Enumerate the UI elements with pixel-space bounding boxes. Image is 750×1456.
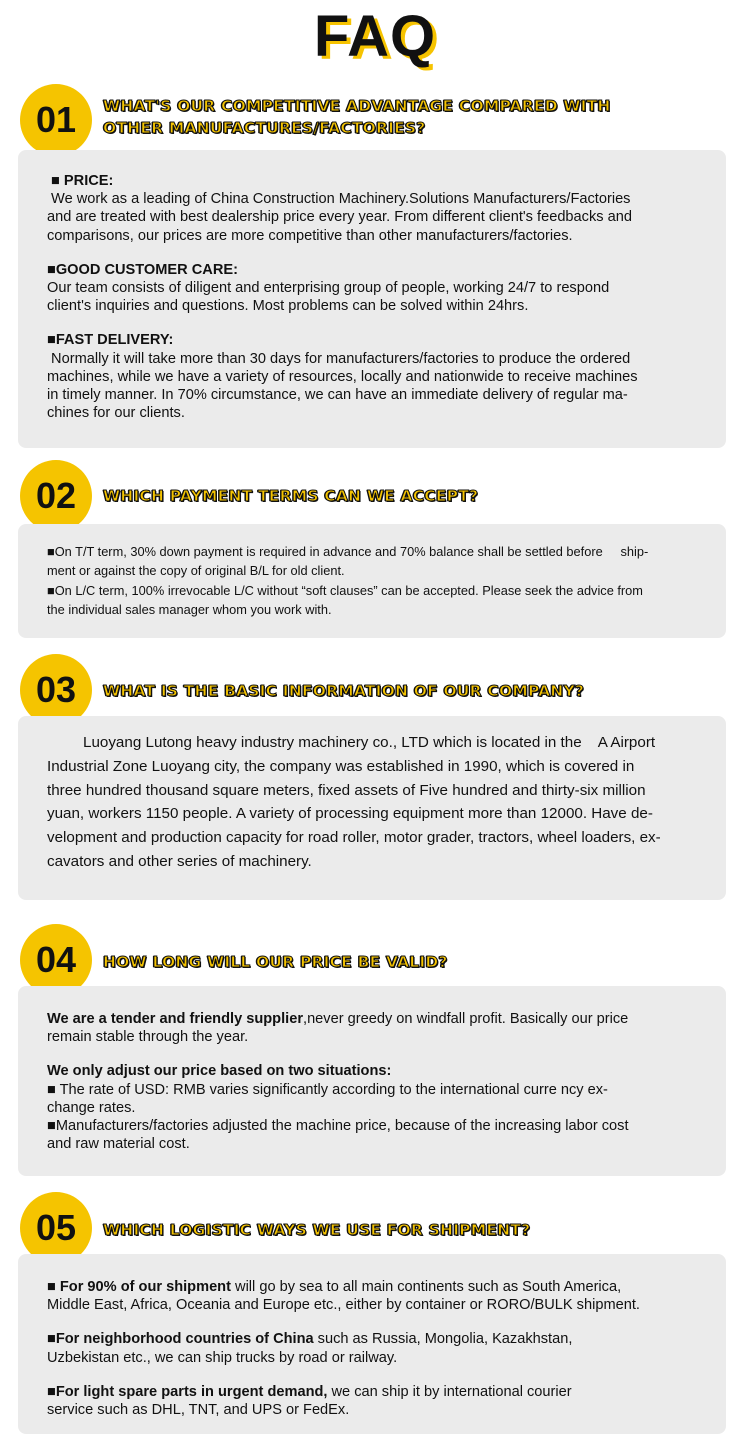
faq-question: WHICH PAYMENT TERMS CAN WE ACCEPT? [103, 487, 479, 505]
answer-line: yuan, workers 1150 people. A variety of processing equipment more than 12000. Have de- [47, 805, 653, 823]
answer-line: comparisons, our prices are more competitive than other manufacturers/factories. [47, 227, 573, 244]
faq-question-line: OTHER MANUFACTURES/FACTORIES? [103, 119, 426, 137]
answer-bold-lead: ■For light spare parts in urgent demand, [47, 1383, 328, 1400]
answer-line: velopment and production capacity for road roller, motor grader, tractors, wheel loaders, ex- [47, 829, 661, 847]
faq-number-badge: 02 [20, 460, 92, 532]
answer-line: ■ The rate of USD: RMB varies significantly according to the international curre ncy ex- [47, 1081, 608, 1098]
answer-line: ment or against the copy of original B/L for old client. [47, 563, 345, 579]
answer-bold-lead: We are a tender and friendly supplier [47, 1011, 304, 1027]
answer-heading-care: ■GOOD CUSTOMER CARE: [47, 261, 238, 278]
answer-bold-lead: ■ For 90% of our shipment [47, 1279, 231, 1295]
faq-number-badge: 01 [20, 84, 92, 156]
answer-line [47, 1383, 706, 1401]
answer-bold-lead: ■For neighborhood countries of China [47, 1331, 314, 1348]
faq-question: HOW LONG WILL OUR PRICE BE VALID? [103, 953, 448, 971]
answer-line: Our team consists of diligent and enterprising group of people, working 24/7 to respond [47, 280, 610, 297]
answer-line [47, 1330, 706, 1348]
answer-line: three hundred thousand square meters, fixed assets of Five hundred and thirty-six million [47, 781, 646, 799]
answer-line: remain stable through the year. [47, 1029, 249, 1046]
answer-line: the individual sales manager whom you work with. [47, 601, 332, 617]
faq-answer-card [18, 1254, 726, 1434]
answer-line: change rates. [47, 1099, 136, 1116]
faq-answer-card [18, 986, 726, 1176]
answer-line: Luoyang Lutong heavy industry machinery co., LTD which is located in the A Airport [83, 734, 656, 751]
faq-section-05 [0, 1190, 750, 1456]
answer-line: We work as a leading of China Construction Machinery.Solutions Manufacturers/Factories [47, 191, 631, 208]
answer-text: such as Russia, Mongolia, Kazakhstan, [313, 1331, 573, 1348]
faq-question [103, 95, 611, 139]
answer-line: in timely manner. In 70% circumstance, we can have an immediate delivery of regular ma- [47, 387, 628, 404]
faq-section-03 [0, 652, 750, 907]
answer-line: Normally it will take more than 30 days for manufacturers/factories to produce the ordered [47, 350, 631, 367]
answer-line: machines, while we have a variety of resources, locally and nationwide to receive machines [47, 368, 638, 385]
answer-text: ,never greedy on windfall profit. Basically our price [303, 1011, 629, 1027]
answer-text: we can ship it by international courier [327, 1383, 572, 1400]
answer-line: ■On L/C term, 100% irrevocable L/C without “soft clauses” can be accepted. Please seek the advice from [47, 582, 643, 598]
faq-answer-card [18, 524, 726, 638]
answer-line: Uzbekistan etc., we can ship trucks by road or railway. [47, 1349, 398, 1366]
answer-line: cavators and other series of machinery. [47, 852, 312, 870]
answer-line: client's inquiries and questions. Most problems can be solved within 24hrs. [47, 298, 529, 315]
faq-answer-card [18, 716, 726, 900]
answer-line [47, 1278, 706, 1296]
faq-section-04 [0, 922, 750, 1182]
answer-line: chines for our clients. [47, 405, 185, 422]
faq-question-line: WHAT'S OUR COMPETITIVE ADVANTAGE COMPARED WITH [103, 97, 611, 115]
answer-line: service such as DHL, TNT, and UPS or FedEx. [47, 1402, 350, 1419]
faq-answer-card [18, 150, 726, 448]
answer-line: ■Manufacturers/factories adjusted the machine price, because of the increasing labor cost [47, 1118, 629, 1135]
faq-section-02 [0, 458, 750, 643]
answer-heading-delivery: ■FAST DELIVERY: [47, 332, 174, 349]
answer-line: Industrial Zone Luoyang city, the company was established in 1990, which is covered in [47, 757, 635, 775]
answer-line [47, 1010, 706, 1028]
answer-line: ■On T/T term, 30% down payment is required in advance and 70% balance shall be settled before ship- [47, 544, 649, 559]
faq-question: WHICH LOGISTIC WAYS WE USE FOR SHIPMENT? [103, 1221, 531, 1239]
faq-number-badge: 04 [20, 924, 92, 996]
answer-text: will go by sea to all main continents such as South America, [230, 1279, 622, 1295]
faq-question: WHAT IS THE BASIC INFORMATION OF OUR COMPANY? [103, 682, 585, 700]
faq-number-badge: 05 [20, 1192, 92, 1264]
answer-heading-price: ■ PRICE: [47, 173, 114, 189]
answer-heading: We only adjust our price based on two situations: [47, 1063, 392, 1080]
faq-section-01 [0, 84, 750, 454]
answer-line: and are treated with best dealership price every year. From different client's feedbacks and [47, 209, 632, 226]
faq-number-badge: 03 [20, 654, 92, 726]
answer-line: Middle East, Africa, Oceania and Europe etc., either by container or RORO/BULK shipment. [47, 1297, 640, 1314]
page-title: FAQ [313, 4, 437, 69]
answer-line: and raw material cost. [47, 1136, 190, 1153]
